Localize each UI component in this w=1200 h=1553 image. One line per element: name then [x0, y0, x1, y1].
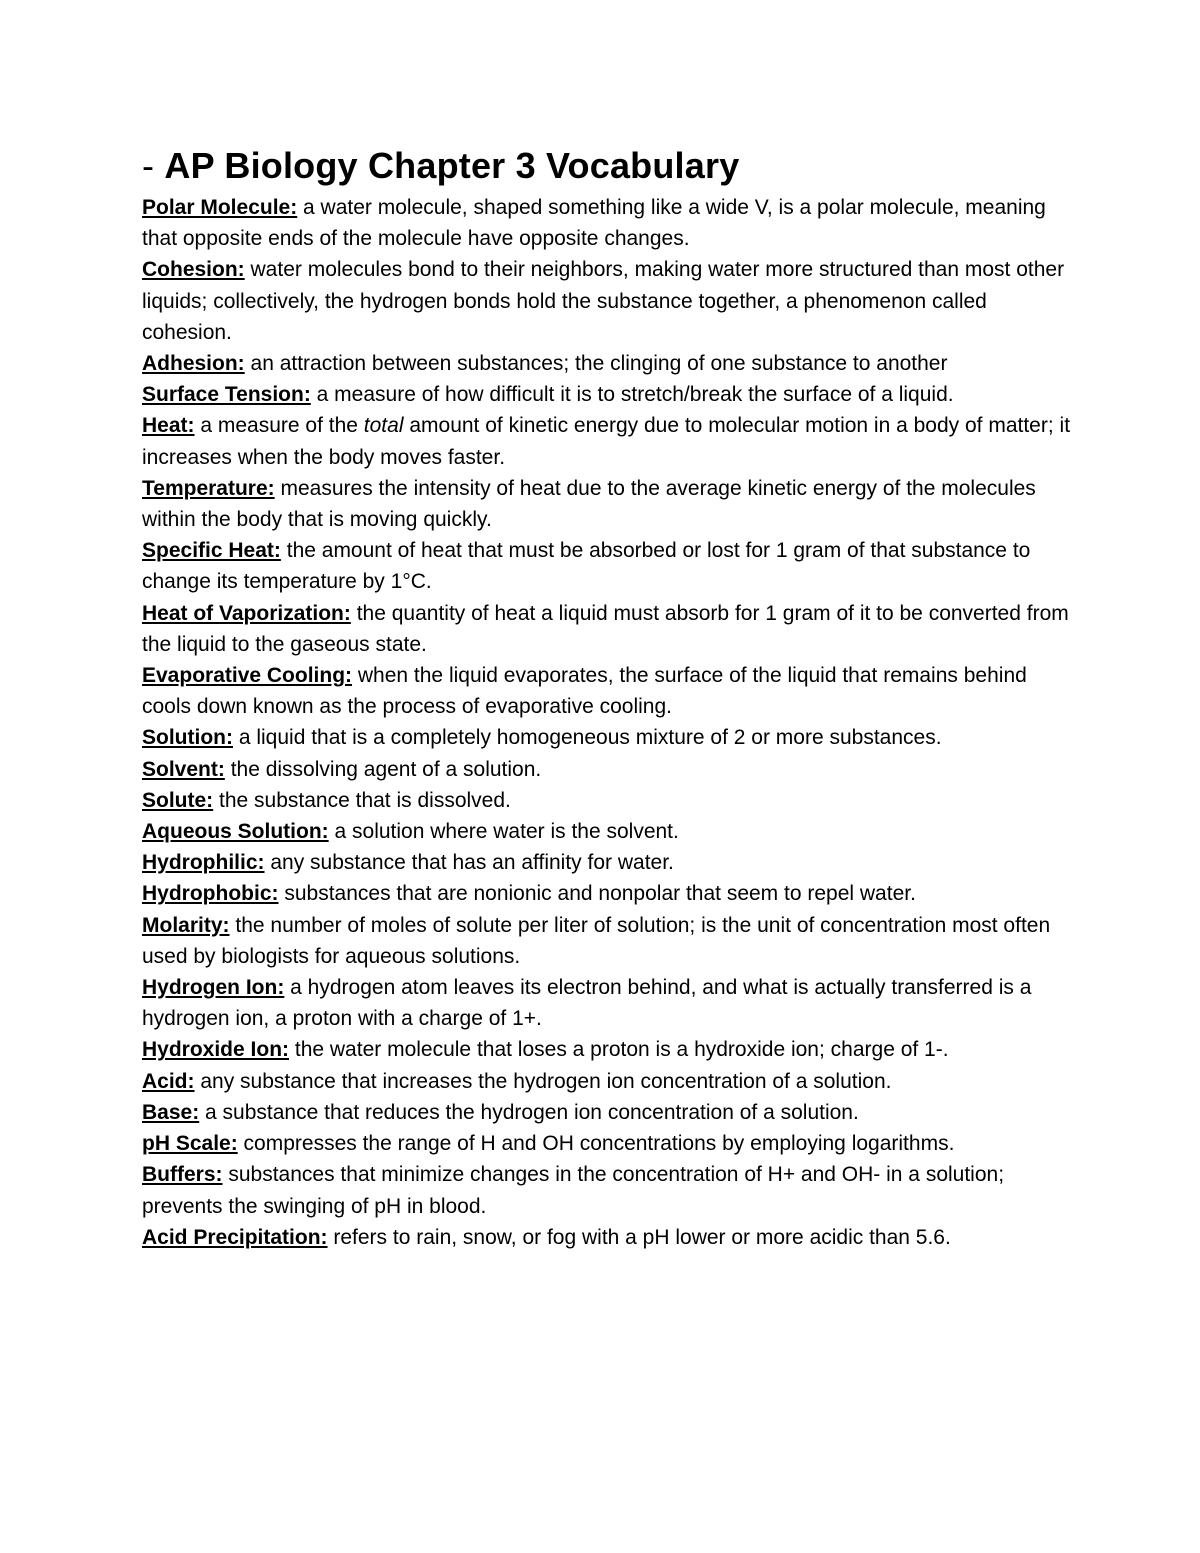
vocabulary-list: [142, 192, 1072, 1253]
vocab-definition: refers to rain, snow, or fog with a pH lower or more acidic than 5.6.: [333, 1225, 951, 1249]
vocab-term: Base:: [142, 1100, 200, 1124]
vocab-definition: the amount of heat that must be absorbed or lost for 1 gram of that substance to change its temperature by 1°C.: [142, 539, 1031, 594]
vocab-definition: the water molecule that loses a proton is a hydroxide ion; charge of 1-.: [294, 1038, 949, 1062]
vocab-definition: measures the intensity of heat due to the average kinetic energy of the molecules within the body that is moving quickly.: [142, 476, 1036, 532]
vocab-definition: an attraction between substances; the clinging of one substance to another: [250, 352, 948, 376]
vocab-entry-specific-heat: [142, 535, 1072, 597]
vocab-definition: substances that are nonionic and nonpolar that seem to repel water.: [284, 882, 916, 906]
vocab-definition: a hydrogen atom leaves its electron behind, and what is actually transferred is a hydrogen ion, a proton with a charge of 1+.: [142, 976, 1032, 1031]
vocab-entry-surface-tension: [142, 379, 1072, 410]
title-prefix: -: [142, 145, 155, 186]
vocab-term: Hydroxide Ion:: [142, 1038, 290, 1062]
vocab-entry-evaporative-cooling: [142, 660, 1072, 722]
vocab-definition: compresses the range of H and OH concentrations by employing logarithms.: [243, 1132, 955, 1156]
vocab-definition-emphasis: total: [363, 414, 404, 438]
vocab-term: Temperature:: [142, 476, 275, 500]
vocab-definition-part: amount of kinetic energy due to molecular motion in a body of matter; it increases when the body moves faster.: [142, 414, 1071, 469]
vocab-definition: the dissolving agent of a solution.: [230, 757, 542, 781]
vocab-term: Hydrophilic:: [142, 851, 265, 875]
vocab-term: pH Scale:: [142, 1132, 238, 1156]
vocab-term: Specific Heat:: [142, 539, 281, 563]
vocab-term: Aqueous Solution:: [142, 820, 329, 844]
vocab-term: Adhesion:: [142, 352, 245, 376]
vocab-definition: water molecules bond to their neighbors, making water more structured than most other liquids; collectively, the hydrogen bonds hold the substance together, a phenomenon called cohesion.: [142, 258, 1065, 344]
vocab-term: Solution:: [142, 726, 233, 750]
document-page: [142, 140, 1072, 1253]
vocab-entry-cohesion: [142, 254, 1072, 348]
vocab-definition: any substance that has an affinity for water.: [270, 851, 674, 875]
vocab-entry-adhesion: [142, 348, 1072, 379]
vocab-definition: a substance that reduces the hydrogen ion concentration of a solution.: [205, 1100, 859, 1124]
vocab-definition: the quantity of heat a liquid must absorb for 1 gram of it to be converted from the liquid to the gaseous state.: [142, 601, 1069, 656]
vocab-definition: a liquid that is a completely homogeneous mixture of 2 or more substances.: [238, 726, 942, 750]
vocab-term: Hydrophobic:: [142, 882, 279, 906]
vocab-entry-polar-molecule: [142, 192, 1072, 254]
vocab-entry-temperature: [142, 473, 1072, 535]
vocab-entry-base: [142, 1097, 1072, 1128]
vocab-definition: a measure of how difficult it is to stretch/break the surface of a liquid.: [316, 383, 954, 407]
vocab-entry-ph-scale: [142, 1128, 1072, 1159]
vocab-definition: substances that minimize changes in the concentration of H+ and OH- in a solution; prevents the swinging of pH in blood.: [142, 1163, 1005, 1218]
vocab-term: Buffers:: [142, 1163, 223, 1187]
vocab-entry-hydroxide-ion: [142, 1034, 1072, 1065]
vocab-term: Heat:: [142, 414, 195, 438]
vocab-definition: any substance that increases the hydrogen ion concentration of a solution.: [200, 1069, 892, 1093]
document-title: [142, 140, 1072, 192]
vocab-term: Solvent:: [142, 757, 225, 781]
vocab-entry-solution: [142, 722, 1072, 753]
vocab-entry-aqueous-solution: [142, 816, 1072, 847]
vocab-term: Evaporative Cooling:: [142, 664, 353, 688]
title-text: AP Biology Chapter 3 Vocabulary: [164, 145, 740, 186]
vocab-definition: a solution where water is the solvent.: [334, 820, 679, 844]
vocab-definition: the substance that is dissolved.: [219, 788, 511, 812]
vocab-term: Acid:: [142, 1069, 195, 1093]
vocab-entry-heat: [142, 410, 1072, 472]
vocab-definition: when the liquid evaporates, the surface of the liquid that remains behind cools down known as the process of evaporative cooling.: [142, 664, 1027, 719]
vocab-term: Heat of Vaporization:: [142, 601, 351, 625]
vocab-entry-solute: [142, 785, 1072, 816]
vocab-term: Cohesion:: [142, 258, 245, 282]
vocab-entry-acid-precipitation: [142, 1222, 1072, 1253]
vocab-entry-hydrophilic: [142, 847, 1072, 878]
vocab-term: Hydrogen Ion:: [142, 976, 285, 1000]
vocab-entry-buffers: [142, 1159, 1072, 1221]
vocab-definition: a water molecule, shaped something like a wide V, is a polar molecule, meaning that opposite ends of the molecule have opposite changes.: [142, 196, 1046, 251]
vocab-term: Molarity:: [142, 913, 230, 937]
vocab-definition-part: a measure of the: [200, 414, 358, 438]
vocab-entry-hydrogen-ion: [142, 972, 1072, 1034]
vocab-entry-solvent: [142, 754, 1072, 785]
vocab-term: Polar Molecule:: [142, 196, 298, 219]
vocab-term: Acid Precipitation:: [142, 1225, 328, 1249]
vocab-entry-hydrophobic: [142, 878, 1072, 909]
vocab-term: Surface Tension:: [142, 383, 311, 407]
vocab-entry-acid: [142, 1066, 1072, 1097]
vocab-entry-molarity: [142, 910, 1072, 972]
vocab-definition: the number of moles of solute per liter of solution; is the unit of concentration most often used by biologists for aqueous solutions.: [142, 913, 1051, 968]
vocab-term: Solute:: [142, 788, 214, 812]
vocab-entry-heat-of-vaporization: [142, 598, 1072, 660]
